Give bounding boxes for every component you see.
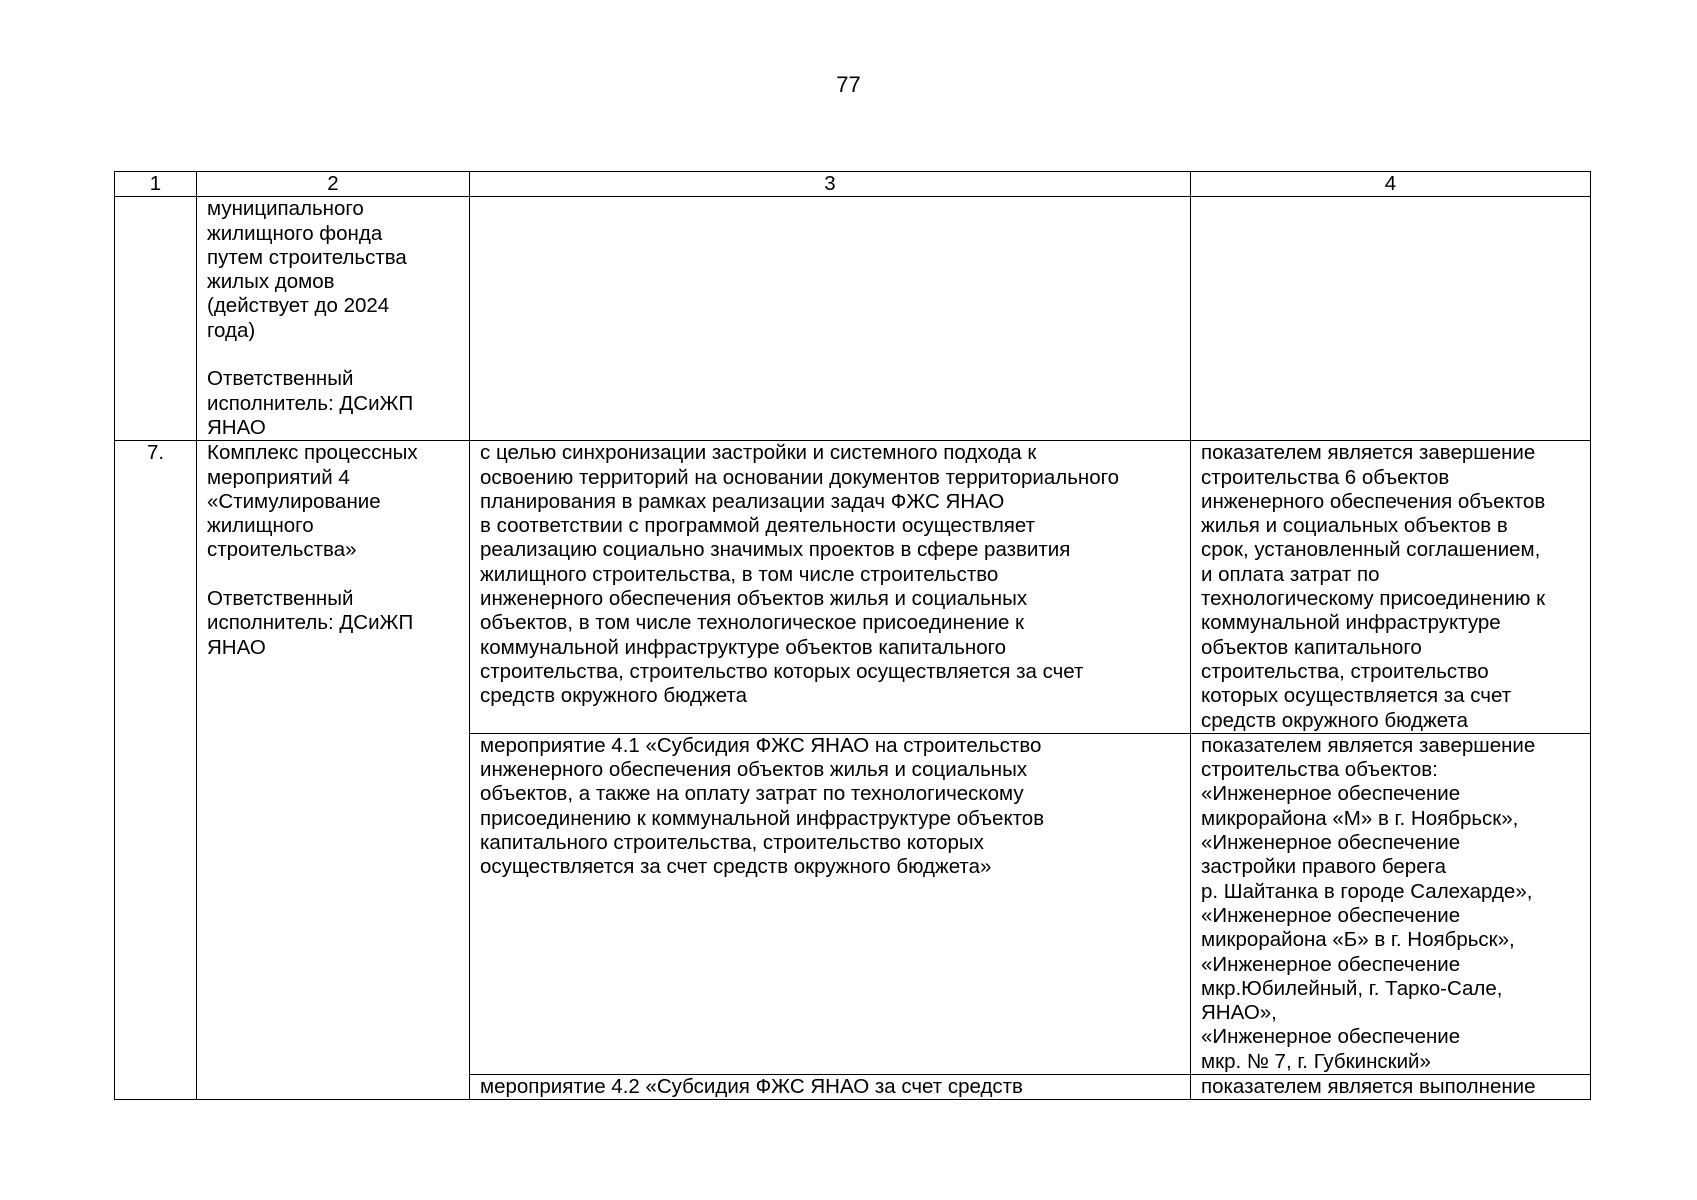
document-table — [114, 171, 1591, 1100]
header-cell-2: 2 — [197, 172, 470, 197]
table-row — [115, 441, 1591, 734]
indicator-cell — [1191, 197, 1591, 441]
page-number: 77 — [836, 72, 861, 97]
row-number-cell: 7. — [115, 441, 197, 1100]
description-cell: мероприятие 4.2 «Субсидия ФЖС ЯНАО за счет средств — [470, 1075, 1191, 1100]
indicator-cell: показателем является выполнение — [1191, 1075, 1591, 1100]
indicator-cell: показателем является завершение строительства объектов: «Инженерное обеспечение микрорайона «М» в г. Ноябрьск», «Инженерное обеспечение застройки правого берега р. Шайтанка в городе Салехарде», «Инженерное обеспечение микрорайона «Б» в г. Ноябрьск», «Инженерное обеспечение мкр.Юбилейный, г. Тарко-Сале, ЯНАО», «Инженерное обеспечение мкр. № 7, г. Губкинский» — [1191, 733, 1591, 1074]
header-cell-1: 1 — [115, 172, 197, 197]
header-cell-4: 4 — [1191, 172, 1591, 197]
indicator-cell: показателем является завершение строительства 6 объектов инженерного обеспечения объектов жилья и социальных объектов в срок, установленный соглашением, и оплата затрат по технологическому присоединению к коммунальной инфраструктуре объектов капитального строительства, строительство которых осуществляется за счет средств окружного бюджета — [1191, 441, 1591, 734]
description-cell: с целью синхронизации застройки и системного подхода к освоению территорий на основании документов территориального планирования в рамках реализации задач ФЖС ЯНАО в соответствии с программой деятельности осуществляет реализацию социально значимых проектов в сфере развития жилищного строительства, в том числе строительство инженерного обеспечения объектов жилья и социальных объектов, в том числе технологическое присоединение к коммунальной инфраструктуре объектов капитального строительства, строительство которых осуществляется за счет средств окружного бюджета — [470, 441, 1191, 734]
program-name-cell: Комплекс процессных мероприятий 4 «Стимулирование жилищного строительства» Ответственный исполнитель: ДСиЖП ЯНАО — [197, 441, 470, 1100]
row-number-cell — [115, 197, 197, 441]
description-cell — [470, 197, 1191, 441]
table-row — [115, 197, 1591, 441]
table-header-row — [115, 172, 1591, 197]
program-name-cell: муниципального жилищного фонда путем строительства жилых домов (действует до 2024 года) Ответственный исполнитель: ДСиЖП ЯНАО — [197, 197, 470, 441]
description-cell: мероприятие 4.1 «Субсидия ФЖС ЯНАО на строительство инженерного обеспечения объектов жилья и социальных объектов, а также на оплату затрат по технологическому присоединению к коммунальной инфраструктуре объектов капитального строительства, строительство которых осуществляется за счет средств окружного бюджета» — [470, 733, 1191, 1074]
header-cell-3: 3 — [470, 172, 1191, 197]
